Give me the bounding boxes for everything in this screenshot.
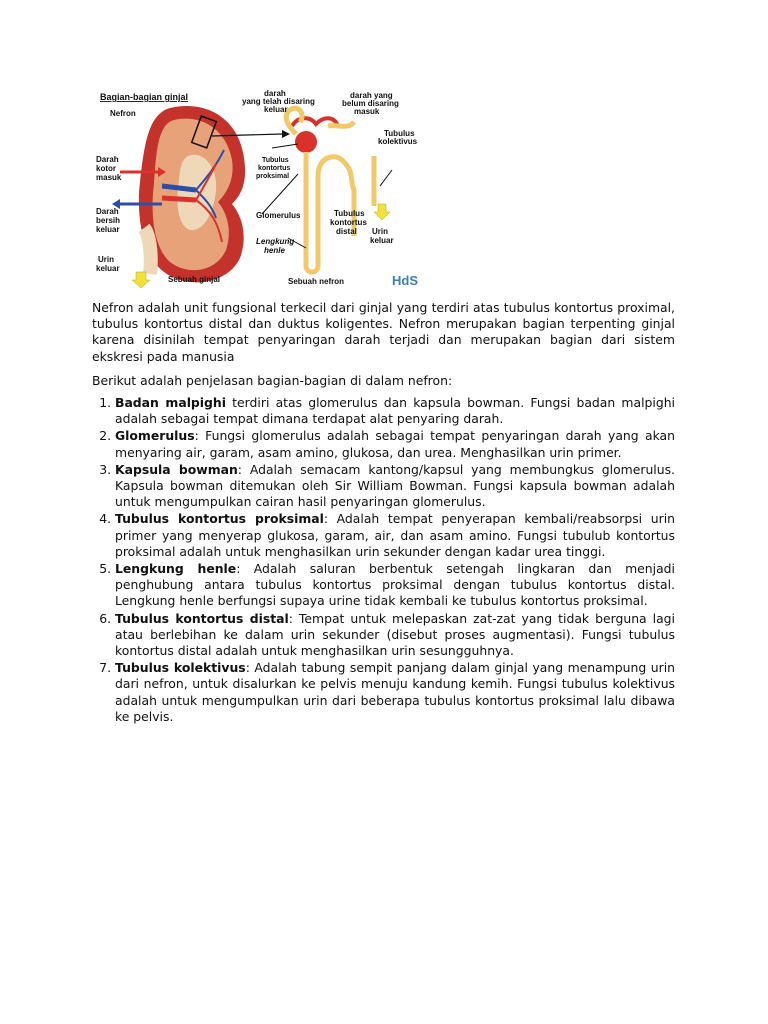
watermark-logo: HdS (392, 273, 418, 288)
item-text: : Adalah saluran berbentuk setengah lingkaran dan menjadi penghubung antara tubulus kontortus proksimal dengan tubulus kontortus distal. Lengkung henle berfungsi supaya urine tidak kembali ke tubulus kontortus proksimal. (115, 561, 675, 609)
item-term: Tubulus kontortus proksimal (115, 511, 324, 527)
item-term: Tubulus kolektivus (115, 660, 246, 676)
list-item (115, 561, 675, 610)
label-proksimal-3: proksimal (256, 173, 290, 180)
item-text: : Adalah semacam kantong/kapsul yang membungkus glomerulus. Kapsula bowman ditemukan oleh Sir William Bowman. Fungsi kapsula bowman adalah untuk mengumpulkan cairan hasil penyaringan glomerulus. (115, 461, 675, 510)
label-proksimal-1: Tubulus (262, 157, 289, 164)
list-item (115, 428, 675, 460)
item-term: Badan malpighi (115, 395, 226, 411)
label-distal-2: kontortus (330, 218, 367, 227)
label-darah-bersih-1: Darah (96, 207, 119, 216)
list-item (115, 611, 675, 660)
label-darah-disaring-3: keluar (264, 105, 288, 114)
list-item (115, 462, 675, 511)
item-term: Glomerulus (115, 428, 195, 444)
document-page (92, 86, 675, 726)
figure-title: Bagian-bagian ginjal (100, 92, 189, 102)
label-darah-disaring-1: darah (264, 89, 286, 98)
label-darah-belum-1: darah yang (350, 91, 393, 100)
label-sebuah-nefron: Sebuah nefron (288, 277, 345, 286)
item-term: Tubulus kontortus distal (115, 610, 289, 626)
label-urin-keluar-right-2: keluar (370, 236, 394, 245)
kidney-nephron-diagram (92, 86, 422, 291)
label-darah-bersih-3: keluar (96, 225, 120, 234)
list-item (115, 660, 675, 725)
nephron-parts-list (92, 395, 675, 725)
label-sebuah-ginjal: Sebuah ginjal (168, 275, 221, 284)
label-urin-keluar-left-1: Urin (98, 255, 114, 264)
item-text: terdiri atas glomerulus dan kapsula bowman. Fungsi badan malpighi adalah sebagai tempat dimana terdapat alat penyaring darah. (115, 395, 676, 427)
item-text: : Adalah tempat penyerapan kembali/reabsorpsi urin primer yang menyerap glukosa, garam, air, dan asam amino. Fungsi tubulub kontortus proksimal adalah untuk menghasilkan urin sekunder dengan kadar urea tinggi. (115, 511, 675, 559)
label-kolektivus-2: kolektivus (378, 137, 418, 146)
label-darah-kotor-2: kotor (96, 164, 116, 173)
item-text: : Tempat untuk melepaskan zat-zat yang tidak berguna lagi atau berlebihan ke dalam urin sekunder (disebut proses augmentasi). Fungsi tubulus kontortus distal adalah untuk menghasilkan urin sesungguhnya. (115, 610, 675, 659)
item-term: Lengkung henle (115, 561, 237, 577)
item-term: Kapsula bowman (115, 461, 238, 477)
item-text: : Adalah tabung sempit panjang dalam ginjal yang menampung urin dari nefron, untuk disalurkan ke pelvis menuju kandung kemih. Fungsi tubulus kolektivus adalah untuk mengumpulkan urin dari beberapa tubulus kontortus proksimal lalu dibawa ke pelvis. (115, 660, 675, 724)
label-urin-keluar-left-2: keluar (96, 264, 120, 273)
label-henle-2: henle (264, 246, 285, 255)
label-darah-disaring-2: yang telah disaring (242, 97, 315, 106)
list-item (115, 511, 675, 560)
item-text: : Fungsi glomerulus adalah sebagai tempat penyaringan darah yang akan menyaring air, garam, asam amino, glukosa, dan urea. Menghasilkan urin primer. (115, 428, 675, 460)
label-urin-keluar-right-1: Urin (372, 227, 388, 236)
label-kolektivus-1: Tubulus (384, 129, 415, 138)
label-darah-kotor-1: Darah (96, 155, 119, 164)
label-nefron: Nefron (110, 109, 136, 118)
label-darah-bersih-2: bersih (96, 216, 121, 225)
intro-paragraph: Nefron adalah unit fungsional terkecil dari ginjal yang terdiri atas tubulus kontortus proximal, tubulus kontortus distal dan duktus koligentes. Nefron merupakan bagian terpenting ginjal karena disinilah tempat penyaringan darah terjadi dan merupakan bagian dari sistem ekskresi pada manusia (92, 300, 675, 364)
label-proksimal-2: kontortus (258, 165, 291, 172)
list-item (115, 395, 675, 427)
label-distal-1: Tubulus (334, 209, 365, 218)
label-glomerulus: Glomerulus (256, 211, 301, 220)
label-darah-belum-2: belum disaring (342, 99, 399, 108)
label-darah-kotor-3: masuk (96, 173, 122, 182)
lead-paragraph: Berikut adalah penjelasan bagian-bagian di dalam nefron: (92, 372, 453, 388)
label-henle-1: Lengkung (256, 237, 295, 246)
kidney-illustration (139, 106, 245, 282)
label-distal-3: distal (336, 227, 357, 236)
label-darah-belum-3: masuk (354, 107, 380, 116)
